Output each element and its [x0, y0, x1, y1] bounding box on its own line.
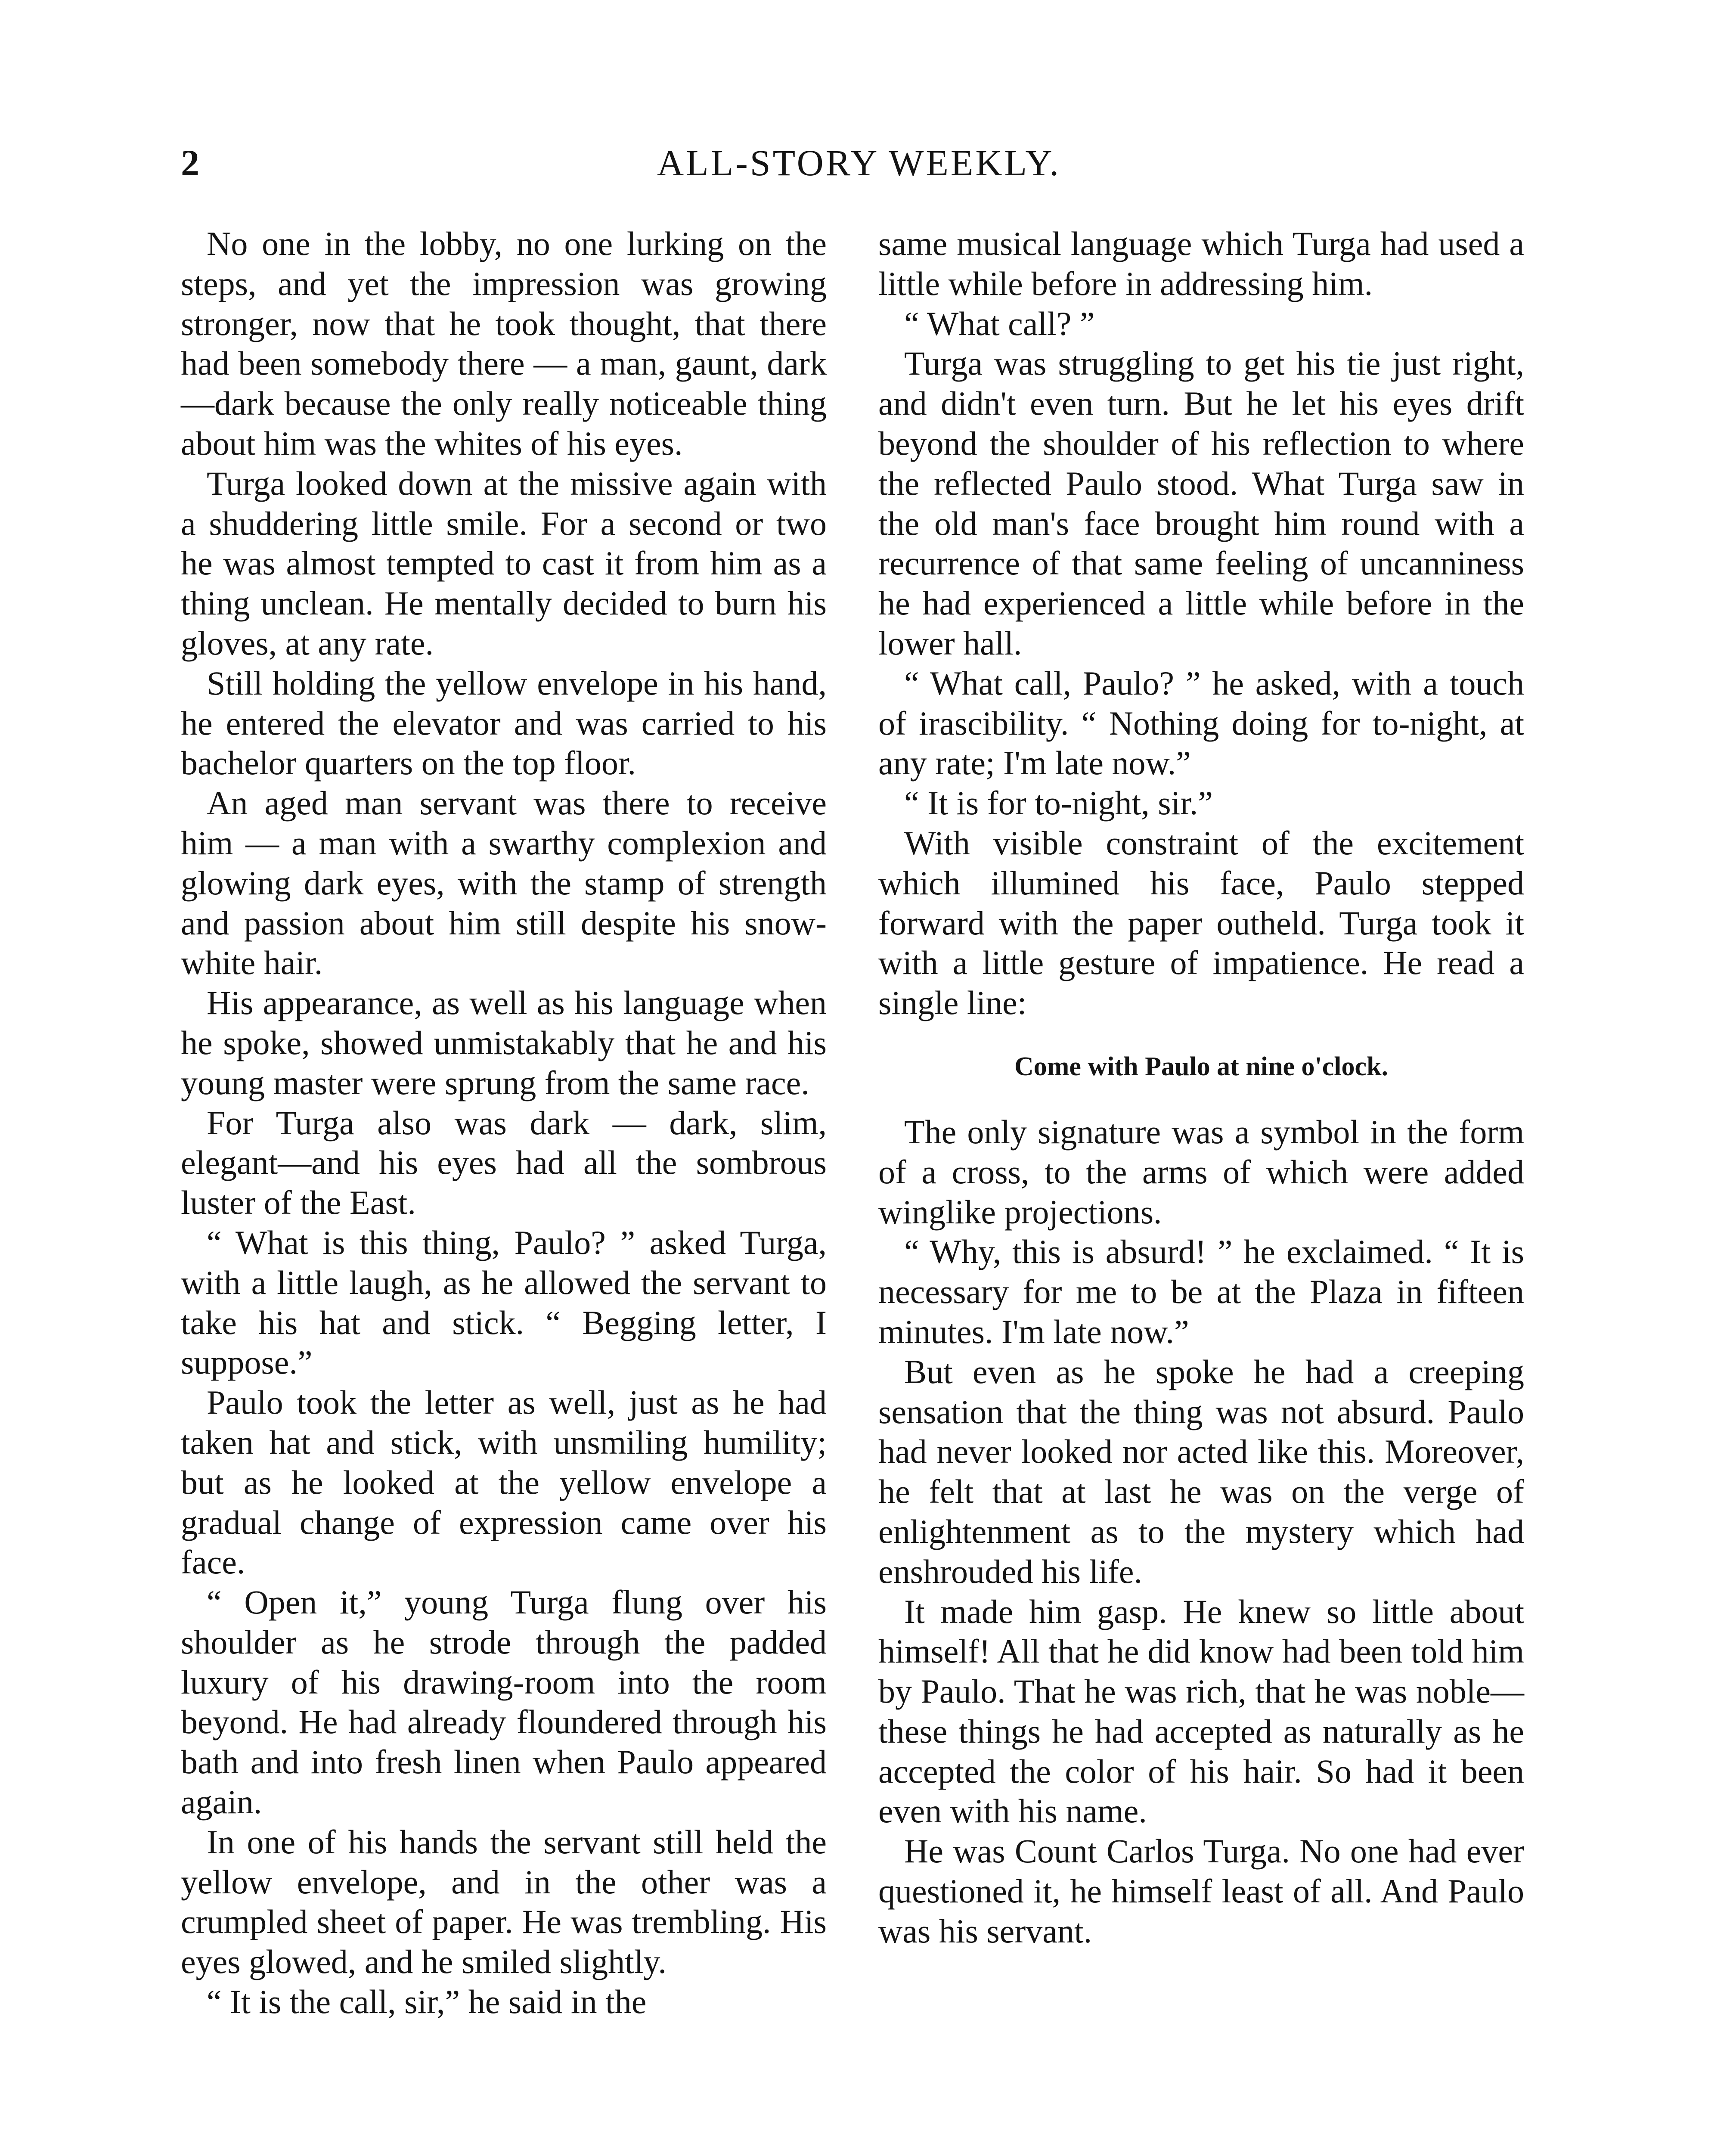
paragraph: In one of his hands the servant still held the yellow envelope, and in the other was a crumpled sheet of paper. He was trembling. His eyes glowed, and he smiled slightly. [181, 1823, 827, 1981]
paragraph: The only signature was a symbol in the form of a cross, to the arms of which were added winglike projections. [878, 1113, 1524, 1231]
paragraph: “ What call, Paulo? ” he asked, with a touch of irascibility. “ Nothing doing for to-night, at any rate; I'm late now.” [878, 664, 1524, 782]
paragraph: It made him gasp. He knew so little about himself! All that he did know had been told him by Paulo. That he was rich, that he was noble— these things he had accepted as naturally as he accepted the color of his hair. So had it been even with his name. [878, 1592, 1524, 1830]
page-header [181, 137, 1537, 189]
quoted-note: Come with Paulo at nine o'clock. [1014, 1052, 1388, 1081]
paragraph: “ It is for to-night, sir.” [904, 784, 1213, 822]
paragraph: “ What is this thing, Paulo? ” asked Turga, with a little laugh, as he allowed the servant to take his hat and stick. “ Begging letter, I suppose.” [181, 1223, 827, 1381]
paragraph-continued: same musical language which Turga had used a little while before in addressing him. [878, 225, 1524, 302]
paragraph: For Turga also was dark — dark, slim, elegant—and his eyes had all the sombrous luster of the East. [181, 1104, 827, 1222]
paragraph: Turga looked down at the missive again with a shuddering little smile. For a second or two he was almost tempted to cast it from him as a thing unclean. He mentally decided to burn his gloves, at any rate. [181, 464, 827, 662]
paragraph: “ Open it,” young Turga flung over his shoulder as he strode through the padded luxury of his drawing-room into the room beyond. He had already floundered through his bath and into fresh linen when Paulo appeared again. [181, 1583, 827, 1821]
paragraph: Still holding the yellow envelope in his hand, he entered the elevator and was carried to his bachelor quarters on the top floor. [181, 664, 827, 782]
page-number: 2 [181, 142, 199, 183]
paragraph: No one in the lobby, no one lurking on the steps, and yet the impression was growing stronger, now that he took thought, that there had been somebody there — a man, gaunt, dark —dark because the only really noticeable thing about him was the whites of his eyes. [181, 225, 827, 462]
left-column [181, 224, 827, 2022]
right-column [878, 224, 1524, 1951]
paragraph: With visible constraint of the excitement which illumined his face, Paulo stepped forward with the paper outheld. Turga took it with a little gesture of impatience. He read a single line: [878, 824, 1524, 1022]
paragraph: But even as he spoke he had a creeping sensation that the thing was not absurd. Paulo had never looked nor acted like this. Moreover, he felt that at last he was on the verge of enlightenment as to the mystery which had enshrouded his life. [878, 1353, 1524, 1590]
paragraph: “ Why, this is absurd! ” he exclaimed. “ It is necessary for me to be at the Plaza in fifteen minutes. I'm late now.” [878, 1233, 1524, 1350]
paragraph: Paulo took the letter as well, just as he had taken hat and stick, with unsmiling humility; but as he looked at the yellow envelope a gradual change of expression came over his face. [181, 1384, 827, 1581]
paragraph: He was Count Carlos Turga. No one had ever questioned it, he himself least of all. And Paulo was his servant. [878, 1832, 1524, 1950]
paragraph: His appearance, as well as his language when he spoke, showed unmistakably that he and his young master were sprung from the same race. [181, 984, 827, 1101]
paragraph: “ It is the call, sir,” he said in the [207, 1983, 647, 2021]
running-head: ALL-STORY WEEKLY. [657, 142, 1061, 183]
paragraph: An aged man servant was there to receive him — a man with a swarthy complexion and glowing dark eyes, with the stamp of strength and passion about him still despite his snow-white hair. [181, 784, 827, 982]
paragraph: Turga was struggling to get his tie just right, and didn't even turn. But he let his eyes drift beyond the shoulder of his reflection to where the reflected Paulo stood. What Turga saw in the old man's face brought him round with a recurrence of that same feeling of uncanniness he had experienced a little while before in the lower hall. [878, 344, 1524, 662]
paragraph: “ What call? ” [904, 304, 1095, 342]
